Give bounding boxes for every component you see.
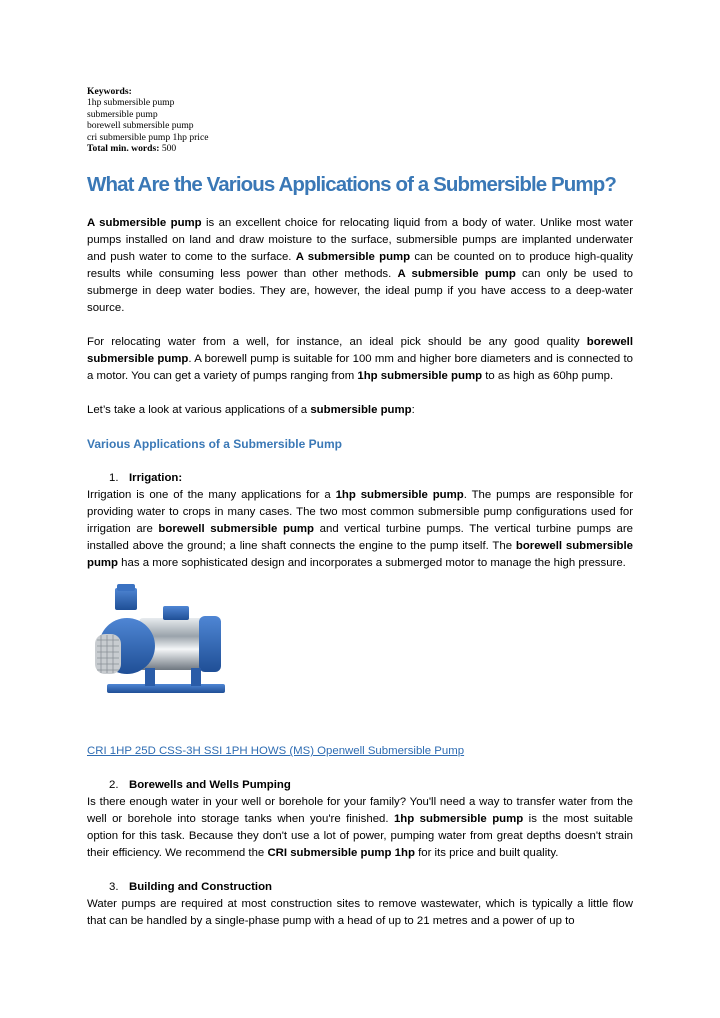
list-item-heading: 2. Borewells and Wells Pumping (109, 779, 291, 792)
total-words-label: Total min. words: (87, 143, 160, 155)
document-page (87, 86, 633, 930)
pump-product-link[interactable]: CRI 1HP 25D CSS-3H SSI 1PH HOWS (MS) Openwell Submersible Pump (87, 745, 465, 758)
keywords-label: Keywords: (87, 86, 132, 97)
borewells-paragraph: Is there enough water in your well or borehole for your family? You'll need a way to transfer water from the well or borehole into storage tanks when you're finished. 1hp submersible pump is the most suitable option for this task. Because they don't use a lot of power, pumping water from great depths doesn't strain their efficiency. We recommend the CRI submersible pump 1hp for its price and built quality. (87, 796, 633, 860)
keyword-item: submersible pump (87, 108, 158, 120)
intro-paragraph: A submersible pump is an excellent choice for relocating liquid from a body of water. Unlike most water pumps installed on land and draw moisture to the surface, submersible pumps are implanted underwater and push water to come to the surface. A submersible pump can be counted on to produce high-quality results while consuming less power than other methods. A submersible pump can only be used to submerge in deep water bodies. They are, however, the ideal pump if you have access to a deep-water source. (87, 217, 633, 315)
keyword-item: cri submersible pump 1hp price (87, 131, 209, 143)
section-heading: Various Applications of a Submersible Pump (87, 437, 342, 452)
list-item-heading: 1. Irrigation: (109, 472, 183, 485)
lead-in-paragraph: Let’s take a look at various applications of a submersible pump: (87, 404, 415, 417)
total-words-value: 500 (161, 143, 177, 155)
list-item-heading: 3. Building and Construction (109, 881, 273, 894)
keywords-block (87, 86, 633, 154)
keyword-item: borewell submersible pump (87, 120, 194, 132)
page-title: What Are the Various Applications of a Submersible Pump? (87, 173, 617, 197)
pump-illustration (87, 580, 237, 710)
borewell-paragraph: For relocating water from a well, for instance, an ideal pick should be any good quality borewell submersible pump. A borewell pump is suitable for 100 mm and higher bore diameters and is connected to a motor. You can get a variety of pumps ranging from 1hp submersible pump to as high as 60hp pump. (87, 336, 633, 383)
keyword-item: 1hp submersible pump (87, 97, 175, 109)
pump-image (87, 580, 237, 710)
construction-paragraph: Water pumps are required at most construction sites to remove wastewater, which is typically a little flow that can be handled by a single-phase pump with a head of up to 21 metres and a power of up to (87, 898, 633, 928)
irrigation-paragraph: Irrigation is one of the many applications for a 1hp submersible pump. The pumps are responsible for providing water to crops in many cases. The two most common submersible pump configurations used for irrigation are borewell submersible pump and vertical turbine pumps. The vertical turbine pumps are installed above the ground; a line shaft connects the engine to the pump itself. The borewell submersible pump has a more sophisticated design and incorporates a submerged motor to manage the high pressure. (87, 489, 633, 570)
